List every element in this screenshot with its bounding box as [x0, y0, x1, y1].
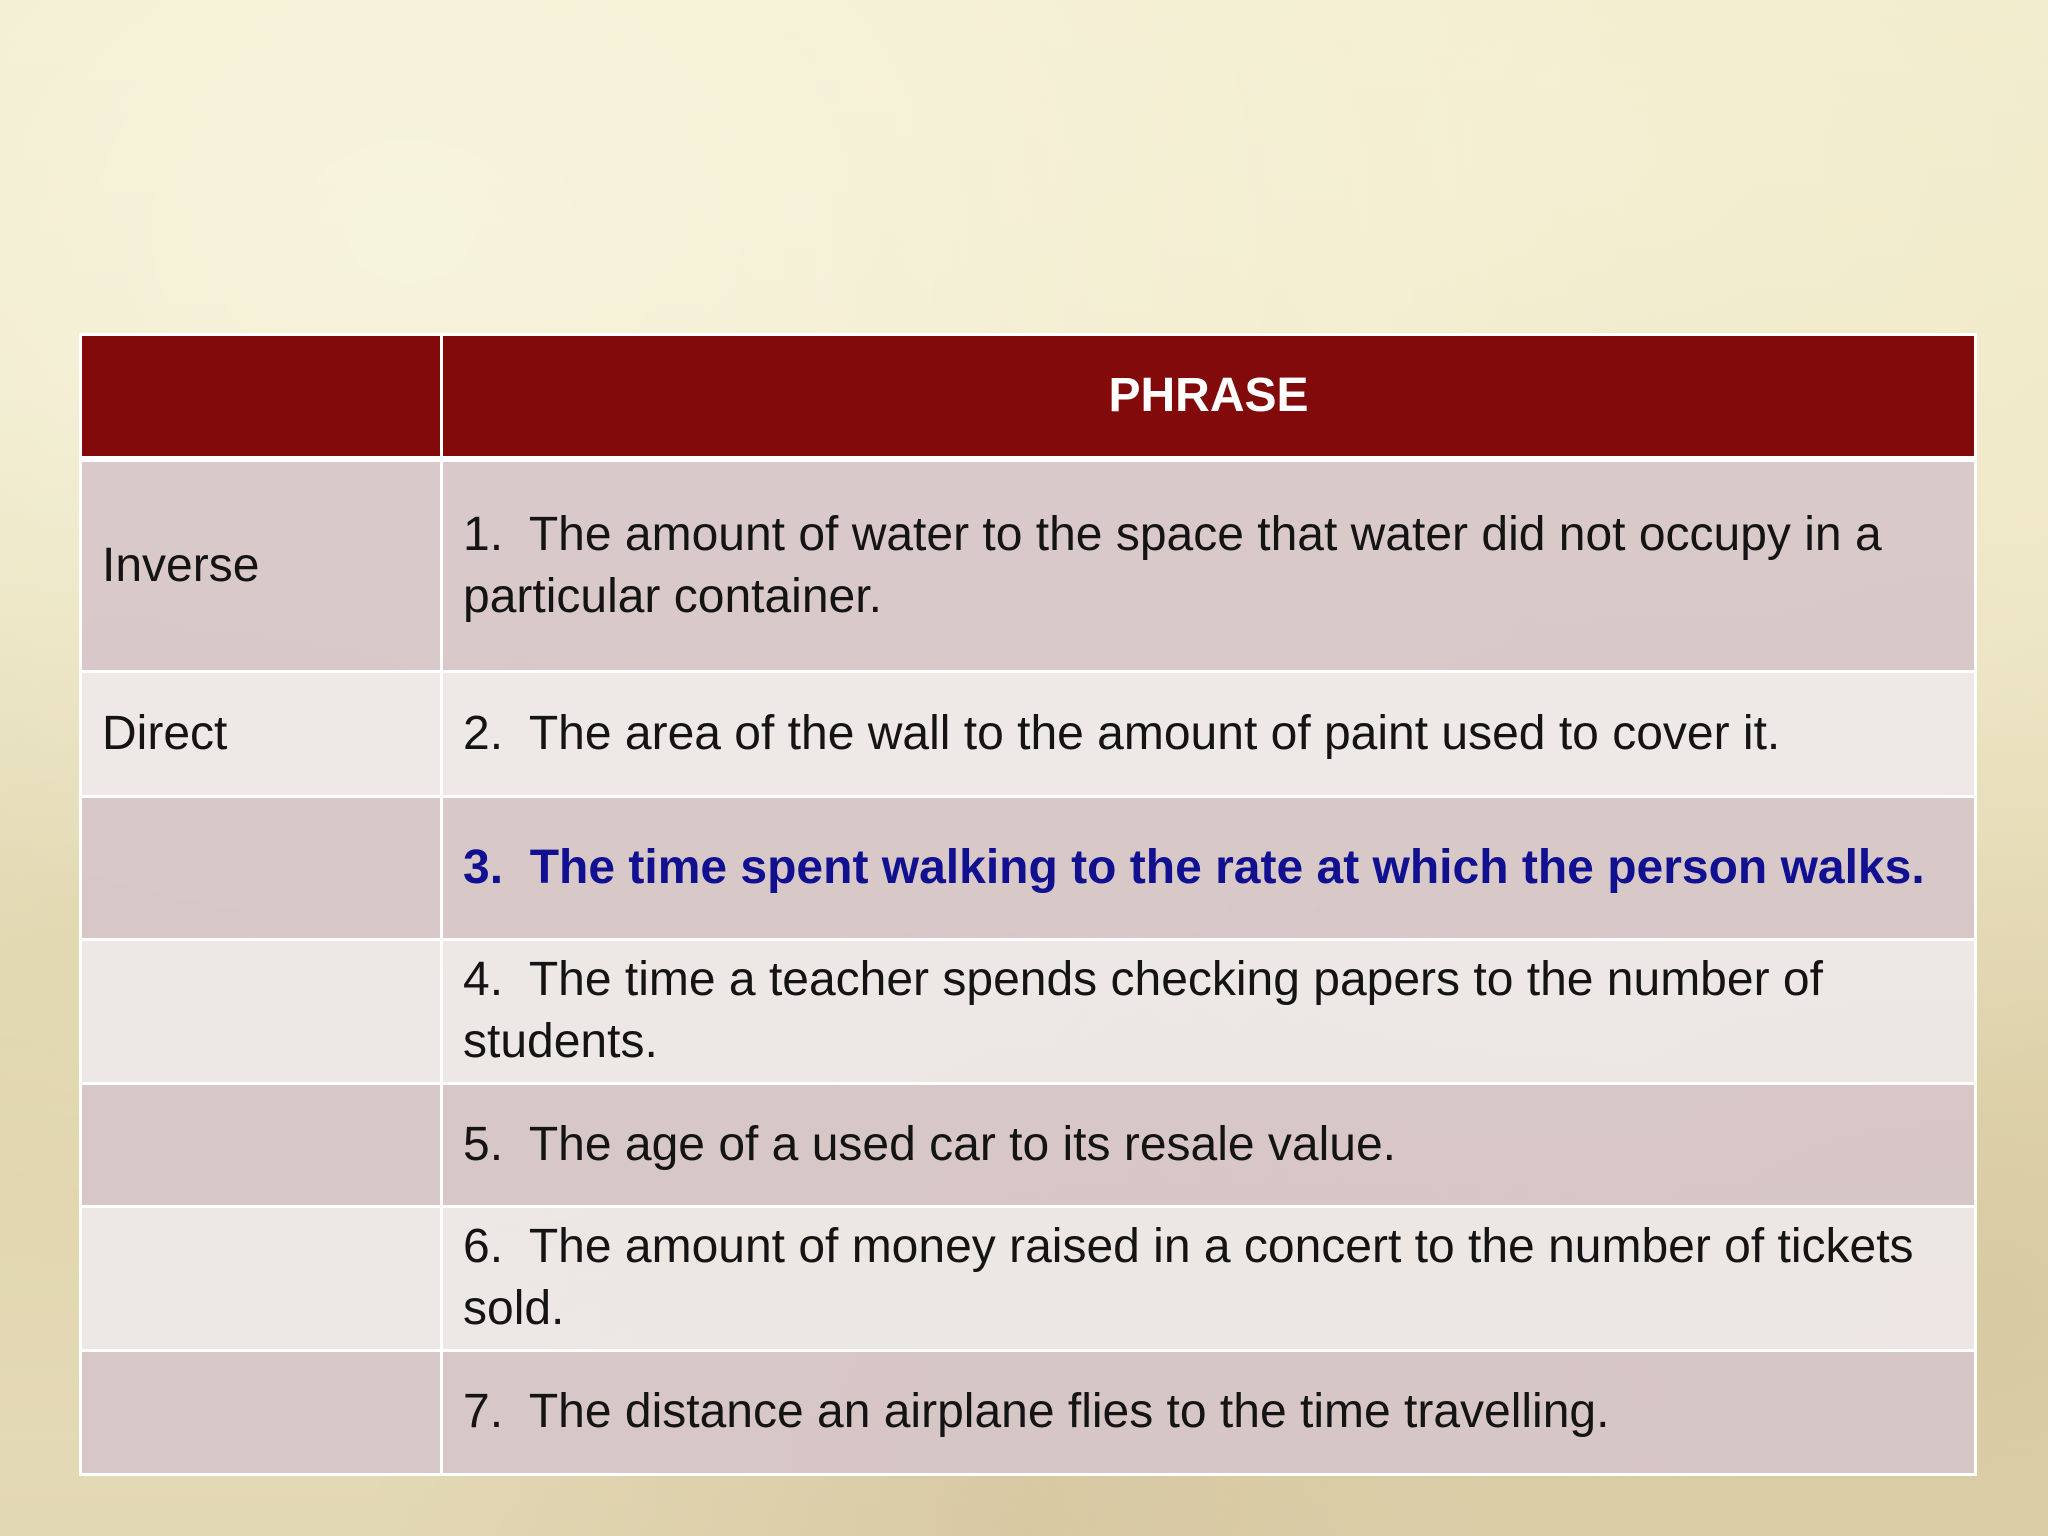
phrase-number: 7.: [463, 1385, 504, 1438]
header-row: [81, 335, 1976, 460]
phrase-text: The area of the wall to the amount of paint used to cover it.: [528, 706, 1781, 760]
row-type-cell: [81, 939, 442, 1083]
phrase-text: The age of a used car to its resale value.: [528, 1117, 1397, 1171]
row-phrase-cell-highlighted: [442, 796, 1976, 939]
table-row: [81, 939, 1976, 1083]
row-phrase-cell: [442, 1206, 1976, 1350]
phrase-number: 4.: [463, 953, 504, 1006]
phrase-text: The amount of water to the space that water did not occupy in a particular container.: [463, 507, 1882, 623]
row-phrase-cell: [442, 1083, 1976, 1206]
row-type-cell: [81, 796, 442, 939]
row-phrase-cell: [442, 939, 1976, 1083]
table-row: [81, 671, 1976, 796]
phrase-number: 3.: [463, 840, 504, 894]
row-type-cell: [81, 1206, 442, 1350]
row-type-cell: [81, 1083, 442, 1206]
row-phrase-cell: [442, 1350, 1976, 1474]
phrase-text: The time a teacher spends checking papers to the number of students.: [463, 953, 1823, 1068]
phrase-text: The amount of money raised in a concert to the number of tickets sold.: [463, 1220, 1914, 1335]
phrase-table: [79, 333, 1977, 1476]
row-type-cell: Inverse: [81, 459, 442, 671]
row-type-cell: [81, 1350, 442, 1474]
row-phrase-cell: [442, 459, 1976, 671]
table-row: [81, 1083, 1976, 1206]
row-phrase-cell: [442, 671, 1976, 796]
row-type-cell: Direct: [81, 671, 442, 796]
phrase-number: 2.: [463, 706, 504, 760]
header-phrase-column: PHRASE: [442, 335, 1976, 460]
table-row: [81, 1350, 1976, 1474]
phrase-text: The time spent walking to the rate at which the person walks.: [529, 840, 1925, 894]
phrase-text: The distance an airplane flies to the time travelling.: [528, 1385, 1610, 1438]
table-row: [81, 1206, 1976, 1350]
header-type-column: [81, 335, 442, 460]
phrase-number: 5.: [463, 1117, 504, 1171]
table-row: [81, 796, 1976, 939]
table-header: [81, 335, 1976, 460]
table-row: [81, 459, 1976, 671]
phrase-number: 6.: [463, 1220, 504, 1273]
phrase-number: 1.: [463, 507, 504, 561]
